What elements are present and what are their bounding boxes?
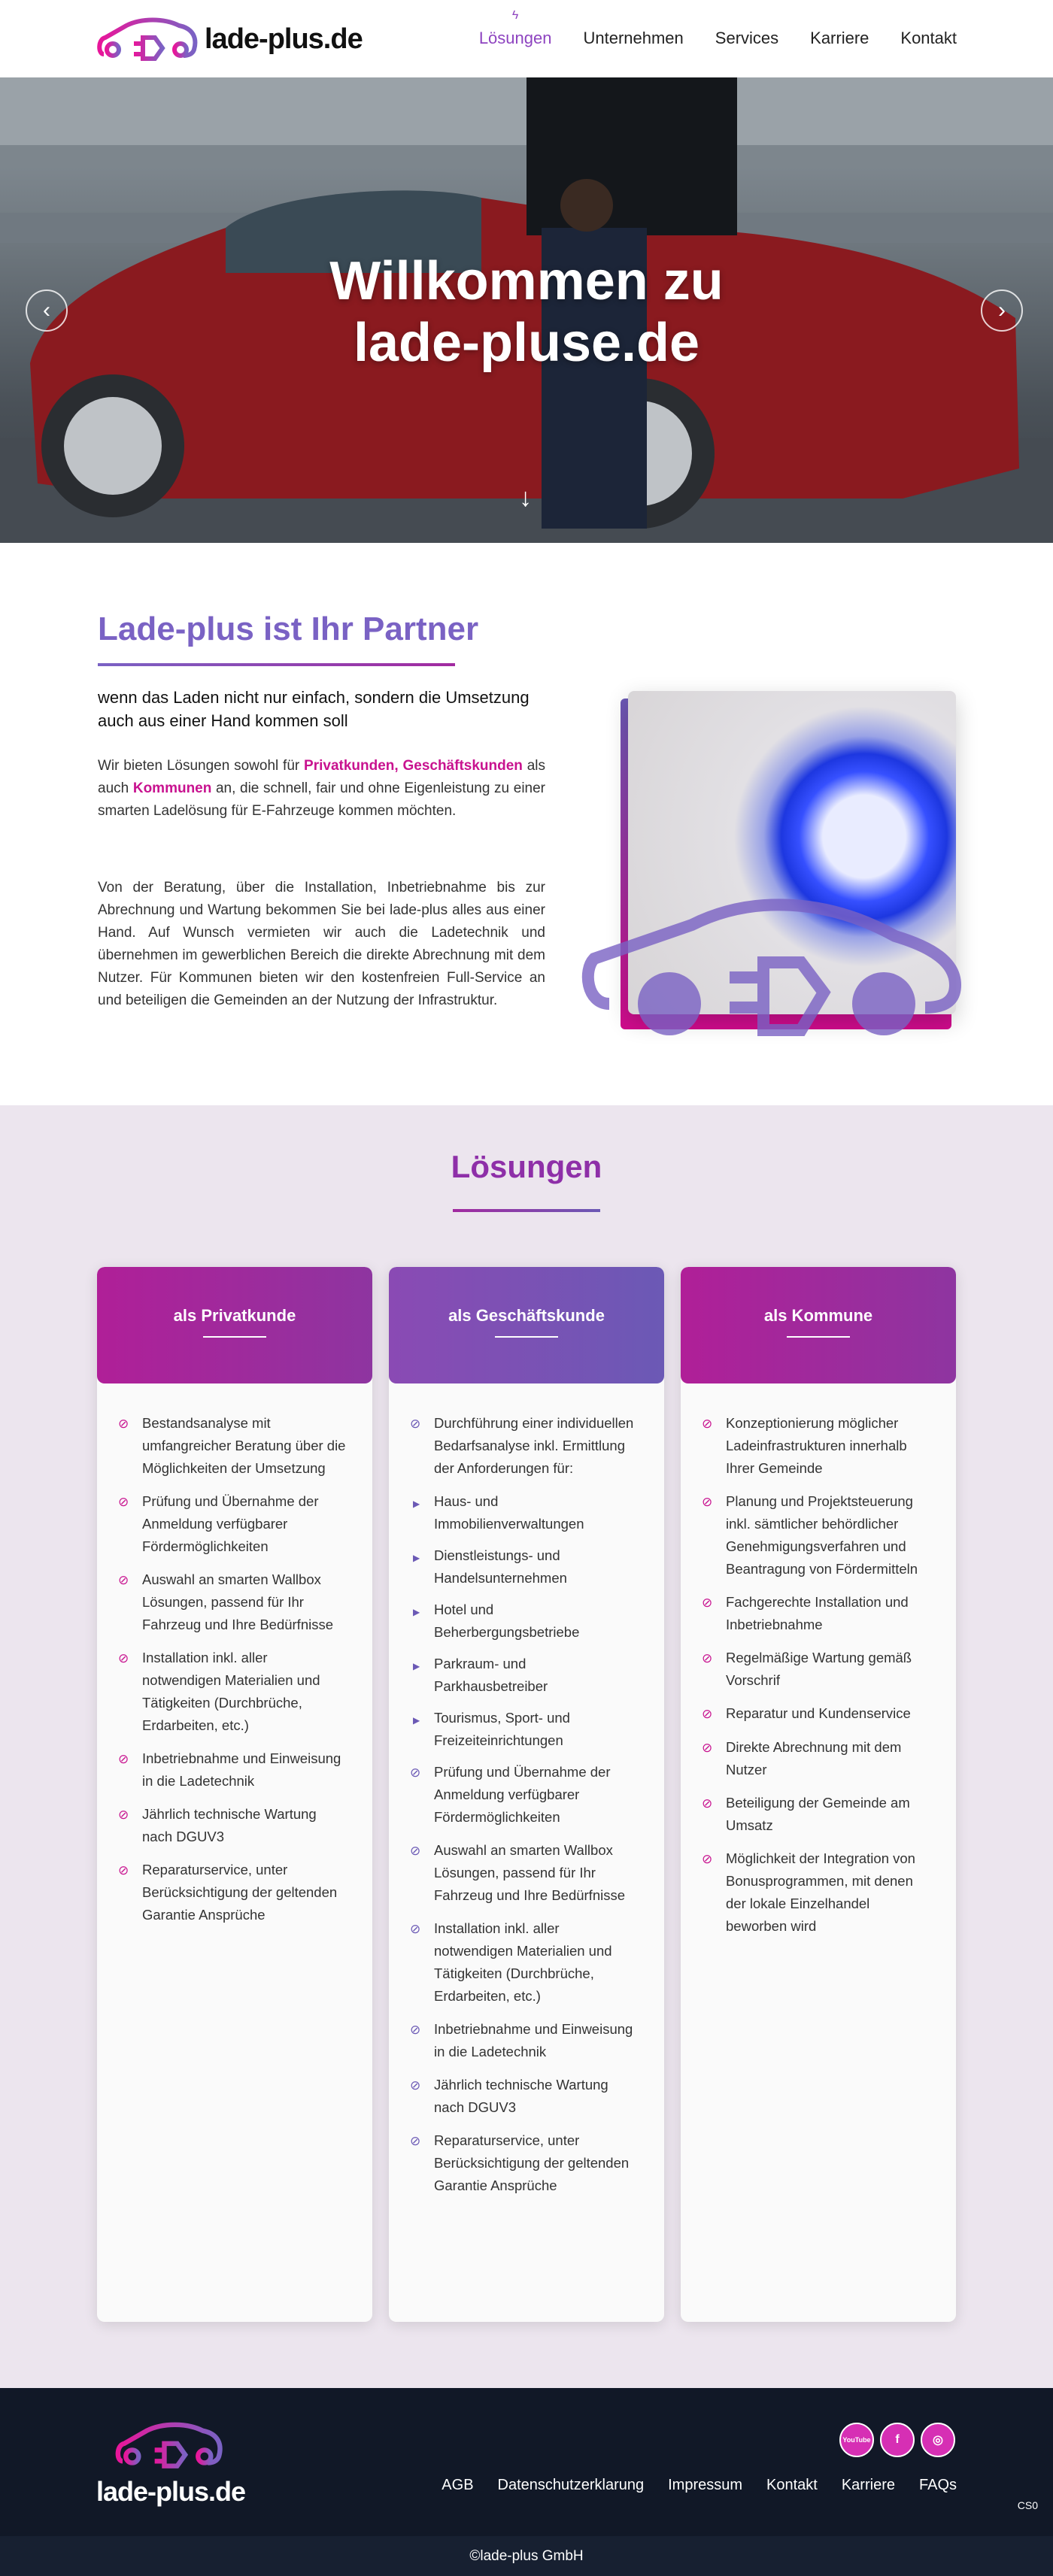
feature-list: [389, 1383, 664, 2197]
check-circle-icon: ⊘: [702, 1852, 713, 1866]
card-title: als Kommune: [763, 1306, 873, 1325]
instagram-icon[interactable]: ◎: [921, 2423, 955, 2457]
highlight-kommunen: Kommunen: [132, 780, 212, 796]
footer-link-datenschutz[interactable]: Datenschutzerklarung: [497, 2477, 645, 2493]
list-item-text: Direkte Abrechnung mit dem Nutzer: [726, 1739, 902, 1777]
nav-unternehmen[interactable]: Unternehmen: [583, 29, 684, 47]
list-item: [410, 1917, 642, 2008]
youtube-icon[interactable]: YouTube: [839, 2423, 874, 2457]
footer-link-agb[interactable]: AGB: [442, 2477, 474, 2493]
footer-link-faqs[interactable]: FAQs: [918, 2477, 957, 2493]
nav-karriere[interactable]: Karriere: [810, 29, 869, 47]
feature-list: [97, 1383, 372, 1926]
car-plug-logo-icon: [114, 2421, 227, 2469]
sub-list-item: [410, 1544, 642, 1590]
list-item-text: Möglichkeit der Integration von Bonusprogrammen, mit denen der lokale Einzelhandel beworben wird: [726, 1850, 915, 1934]
check-circle-icon: ⊘: [702, 1596, 713, 1610]
card-title: als Privatkunde: [173, 1306, 296, 1325]
list-item-text: Prüfung und Übernahme der Anmeldung verfügbarer Fördermöglichkeiten: [434, 1764, 611, 1825]
list-item: [702, 1847, 933, 1938]
card-header: [389, 1267, 664, 1383]
card-kommune: [681, 1267, 956, 2322]
list-item-text: Bestandsanalyse mit umfangreicher Beratung über die Möglichkeiten der Umsetzung: [142, 1415, 346, 1476]
hero-title-line2: lade-pluse.de: [353, 313, 700, 373]
list-item: [118, 1647, 350, 1737]
car-plug-outline-icon: [579, 865, 963, 1038]
nav-label: Lösungen: [478, 29, 552, 47]
check-circle-icon: ⊘: [410, 1922, 421, 1936]
list-item-text: Reparaturservice, unter Berücksichtigung der geltenden Garantie Ansprüche: [142, 1862, 338, 1923]
triangle-bullet-icon: ▶: [413, 1661, 420, 1671]
partner-paragraph-2: Von der Beratung, über die Installation, Inbetriebnahme bis zur Abrechnung und Wartung bekommen Sie bei lade-plus alles aus einer Hand. Auf Wunsch vermieten wir auch die Ladetechnik und übernehmen im gewerblichen Bereich die direkte Abrechnung mit dem Nutzer. Für Kommunen bieten wir den kostenfreien Full-Service an und beteiligen die Gemeinden an der Nutzung der Infrastruktur.: [98, 880, 545, 1008]
sub-list-item: [410, 1653, 642, 1698]
list-item-text: Konzeptionierung möglicher Ladeinfrastrukturen innerhalb Ihrer Gemeinde: [726, 1415, 907, 1476]
list-item-text: Planung und Projektsteuerung inkl. sämtlicher behördlicher Genehmigungsverfahren und Beantragung von Fördermitteln: [726, 1493, 918, 1577]
list-item: [118, 1490, 350, 1558]
car-plug-logo-icon: [96, 17, 202, 62]
list-item-text: Inbetriebnahme und Einweisung in die Ladetechnik: [434, 2021, 633, 2059]
check-circle-icon: ⊘: [410, 1765, 421, 1780]
list-item: [702, 1647, 933, 1692]
list-item: [118, 1568, 350, 1636]
social-links: [839, 2423, 955, 2457]
check-circle-icon: ⊘: [410, 2078, 421, 2093]
highlight-privat-geschaeft: Privatkunden, Geschäftskunden: [304, 758, 523, 774]
text: als auch: [98, 758, 545, 796]
list-item: [702, 1702, 933, 1726]
list-item-text: Inbetriebnahme und Einweisung in die Ladetechnik: [142, 1750, 341, 1789]
footer-logo-text: lade-plus.de: [96, 2476, 246, 2507]
list-item: [702, 1412, 933, 1480]
hero-slider: [0, 77, 1053, 543]
logo[interactable]: [96, 17, 363, 62]
list-item-text: Jährlich technische Wartung nach DGUV3: [434, 2077, 608, 2115]
check-circle-icon: ⊘: [118, 1863, 129, 1877]
card-geschaeftskunde: [389, 1267, 664, 2322]
list-item-text: Haus- und Immobilienverwaltungen: [434, 1493, 584, 1532]
feature-list: [681, 1383, 956, 1938]
footer-badge: CS0: [1017, 2499, 1038, 2511]
list-item: [118, 1859, 350, 1926]
check-circle-icon: ⊘: [702, 1707, 713, 1721]
list-item: [410, 1839, 642, 1907]
heading-underline: [98, 663, 455, 666]
nav-kontakt[interactable]: Kontakt: [900, 29, 957, 47]
triangle-bullet-icon: ▶: [413, 1607, 420, 1617]
scroll-down-icon[interactable]: ↓: [519, 483, 532, 512]
logo-text: lade-plus.de: [205, 23, 363, 55]
list-item: [410, 1761, 642, 1829]
check-circle-icon: ⊘: [410, 2023, 421, 2037]
list-item-text: Tourismus, Sport- und Freizeiteinrichtungen: [434, 1710, 570, 1748]
solutions-heading: Lösungen: [451, 1149, 602, 1184]
check-circle-icon: ⊘: [118, 1495, 129, 1509]
list-item-text: Auswahl an smarten Wallbox Lösungen, passend für Ihr Fahrzeug und Ihre Bedürfnisse: [142, 1571, 334, 1632]
list-item-text: Dienstleistungs- und Handelsunternehmen: [434, 1547, 567, 1586]
check-circle-icon: ⊘: [118, 1752, 129, 1766]
nav-loesungen[interactable]: [478, 9, 552, 48]
list-item-text: Installation inkl. aller notwendigen Materialien und Tätigkeiten (Durchbrüche, Erdarbeiten, etc.): [434, 1920, 612, 2004]
partner-paragraph-1: [98, 755, 545, 823]
site-header: [0, 0, 1053, 77]
check-circle-icon: ⊘: [410, 1417, 421, 1431]
list-item-text: Regelmäßige Wartung gemäß Vorschrif: [726, 1650, 912, 1688]
facebook-icon[interactable]: f: [880, 2423, 915, 2457]
check-circle-icon: ⊘: [118, 1651, 129, 1665]
card-privatkunde: [97, 1267, 372, 2322]
list-item-text: Reparaturservice, unter Berücksichtigung der geltenden Garantie Ansprüche: [434, 2132, 630, 2193]
title-underline: [203, 1336, 266, 1338]
copyright-bar: ©lade-plus GmbH: [0, 2536, 1053, 2576]
check-circle-icon: ⊘: [702, 1796, 713, 1811]
list-item: [702, 1792, 933, 1837]
sub-list-item: [410, 1707, 642, 1752]
list-item: [410, 2074, 642, 2119]
footer-link-impressum[interactable]: Impressum: [668, 2477, 743, 2493]
text: Wir bieten Lösungen sowohl für: [98, 758, 305, 774]
nav-services[interactable]: Services: [715, 29, 779, 47]
footer-link-kontakt[interactable]: Kontakt: [766, 2477, 818, 2493]
heading-underline: [453, 1209, 600, 1212]
prev-slide-button[interactable]: ‹: [26, 289, 68, 332]
card-header: [681, 1267, 956, 1383]
list-item: [702, 1591, 933, 1636]
list-item-text: Reparatur und Kundenservice: [726, 1705, 911, 1721]
triangle-bullet-icon: ▶: [413, 1553, 420, 1563]
list-item-text: Auswahl an smarten Wallbox Lösungen, passend für Ihr Fahrzeug und Ihre Bedürfnisse: [434, 1842, 626, 1903]
title-underline: [495, 1336, 558, 1338]
sub-list-item: [410, 1599, 642, 1644]
check-circle-icon: ⊘: [702, 1417, 713, 1431]
partner-heading: Lade-plus ist Ihr Partner: [98, 611, 479, 647]
bolt-icon: ϟ: [511, 9, 519, 22]
card-title: als Geschäftskunde: [448, 1306, 605, 1325]
check-circle-icon: ⊘: [118, 1808, 129, 1822]
partner-lead: wenn das Laden nicht nur einfach, sondern die Umsetzung auch aus einer Hand kommen soll: [98, 688, 530, 730]
list-item: [118, 1747, 350, 1793]
next-slide-button[interactable]: ›: [981, 289, 1023, 332]
text: an, die schnell, fair und ohne Eigenleistung zu einer smarten Ladelösung für E-Fahrzeuge kommen möchten.: [98, 780, 545, 819]
footer-logo[interactable]: [96, 2421, 245, 2508]
list-item-text: Installation inkl. aller notwendigen Materialien und Tätigkeiten (Durchbrüche, Erdarbeiten, etc.): [142, 1650, 320, 1733]
list-item-text: Fachgerechte Installation und Inbetriebnahme: [726, 1594, 909, 1632]
check-circle-icon: ⊘: [118, 1417, 129, 1431]
list-item: [118, 1412, 350, 1480]
hero-title: [0, 250, 1053, 374]
check-circle-icon: ⊘: [410, 1844, 421, 1858]
hero-title-line1: Willkommen zu: [329, 251, 724, 311]
list-item-text: Hotel und Beherbergungsbetriebe: [434, 1602, 580, 1640]
check-circle-icon: ⊘: [702, 1651, 713, 1665]
title-underline: [787, 1336, 850, 1338]
footer-nav: [442, 2477, 957, 2494]
list-item: [410, 2018, 642, 2063]
list-item-text: Durchführung einer individuellen Bedarfsanalyse inkl. Ermittlung der Anforderungen für:: [434, 1415, 634, 1476]
list-item-text: Prüfung und Übernahme der Anmeldung verfügbarer Fördermöglichkeiten: [142, 1493, 319, 1554]
list-item: [702, 1490, 933, 1580]
card-header: [97, 1267, 372, 1383]
triangle-bullet-icon: ▶: [413, 1715, 420, 1726]
check-circle-icon: ⊘: [702, 1741, 713, 1755]
list-item: [702, 1736, 933, 1781]
list-item-text: Beteiligung der Gemeinde am Umsatz: [726, 1795, 910, 1833]
check-circle-icon: ⊘: [410, 2134, 421, 2148]
sub-list-item: [410, 1490, 642, 1535]
site-footer: [0, 2388, 1053, 2536]
list-item: [410, 2129, 642, 2197]
list-item-text: Parkraum- und Parkhausbetreiber: [434, 1656, 548, 1694]
triangle-bullet-icon: ▶: [413, 1499, 420, 1509]
check-circle-icon: ⊘: [118, 1573, 129, 1587]
check-circle-icon: ⊘: [702, 1495, 713, 1509]
list-item: [118, 1803, 350, 1848]
list-item: [410, 1412, 642, 1480]
list-item-text: Jährlich technische Wartung nach DGUV3: [142, 1806, 317, 1844]
main-nav: [478, 9, 957, 48]
footer-link-karriere[interactable]: Karriere: [841, 2477, 895, 2493]
